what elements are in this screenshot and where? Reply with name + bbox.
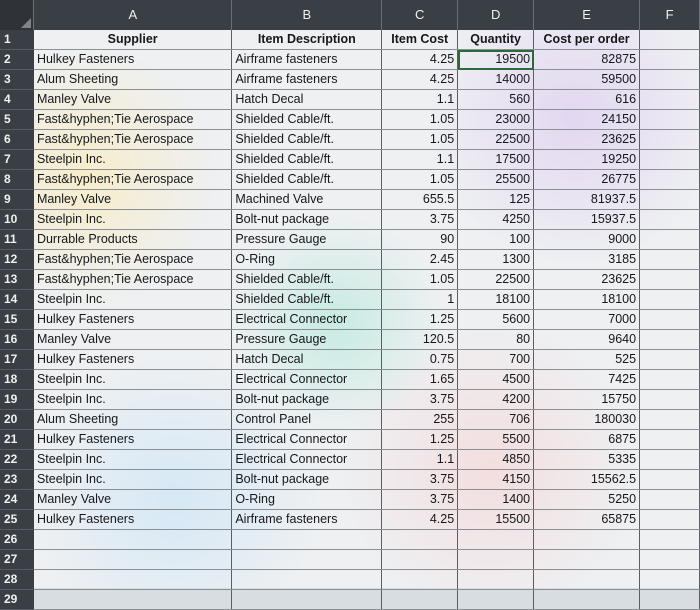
cell-quantity[interactable]: 5500: [458, 430, 534, 450]
cell-quantity[interactable]: 700: [458, 350, 534, 370]
cell-item-description[interactable]: Shielded Cable/ft.: [232, 110, 382, 130]
row-header[interactable]: 16: [0, 330, 34, 350]
cell-supplier[interactable]: Hulkey Fasteners: [34, 310, 232, 330]
row-header[interactable]: 10: [0, 210, 34, 230]
cell-cost-per-order[interactable]: 15937.5: [534, 210, 640, 230]
table-row: [0, 190, 700, 210]
row-header[interactable]: 26: [0, 530, 34, 550]
cell-cost-per-order[interactable]: 9000: [534, 230, 640, 250]
cell-f[interactable]: [640, 370, 700, 390]
cell-supplier[interactable]: Manley Valve: [34, 490, 232, 510]
cell-quantity[interactable]: [458, 550, 534, 570]
cell-f[interactable]: [640, 90, 700, 110]
cell-supplier[interactable]: [34, 550, 232, 570]
cell-supplier[interactable]: Alum Sheeting: [34, 410, 232, 430]
cell-cost-per-order[interactable]: 23625: [534, 270, 640, 290]
cell-item-description[interactable]: Electrical Connector: [232, 450, 382, 470]
cell-supplier[interactable]: Steelpin Inc.: [34, 210, 232, 230]
cell-supplier[interactable]: Hulkey Fasteners: [34, 50, 232, 70]
cell-cost-per-order[interactable]: 59500: [534, 70, 640, 90]
table-row: [0, 550, 700, 570]
row-header[interactable]: 15: [0, 310, 34, 330]
row-header[interactable]: 1: [0, 30, 34, 50]
row-header[interactable]: 28: [0, 570, 34, 590]
cell-quantity[interactable]: 4500: [458, 370, 534, 390]
cell-supplier[interactable]: [34, 590, 232, 610]
cell-cost-per-order[interactable]: [534, 570, 640, 590]
cell-cost-per-order[interactable]: 18100: [534, 290, 640, 310]
column-header-f[interactable]: F: [640, 0, 700, 30]
cell-cost-per-order[interactable]: [534, 590, 640, 610]
table-row: [0, 510, 700, 530]
cell-f[interactable]: [640, 170, 700, 190]
table-row: [0, 250, 700, 270]
cell-supplier[interactable]: Fast&hyphen;Tie Aerospace: [34, 250, 232, 270]
cell-item-description[interactable]: Hatch Decal: [232, 90, 382, 110]
cell-item-cost[interactable]: 1: [382, 290, 458, 310]
cell-f[interactable]: [640, 390, 700, 410]
table-row: [0, 210, 700, 230]
cell-f[interactable]: [640, 430, 700, 450]
cell-supplier[interactable]: Steelpin Inc.: [34, 290, 232, 310]
cell-quantity[interactable]: 14000: [458, 70, 534, 90]
cell-supplier[interactable]: Hulkey Fasteners: [34, 430, 232, 450]
cell-quantity[interactable]: 4850: [458, 450, 534, 470]
row-header[interactable]: 9: [0, 190, 34, 210]
cell-f[interactable]: [640, 490, 700, 510]
row-header[interactable]: 7: [0, 150, 34, 170]
cell-f[interactable]: [640, 470, 700, 490]
cell-item-cost[interactable]: 0.75: [382, 350, 458, 370]
cell-cost-per-order[interactable]: 26775: [534, 170, 640, 190]
column-header-a[interactable]: A: [34, 0, 232, 30]
cell-item-cost[interactable]: 1.1: [382, 450, 458, 470]
cell-item-cost[interactable]: 1.05: [382, 170, 458, 190]
cell-item-description[interactable]: Electrical Connector: [232, 310, 382, 330]
cell-cost-per-order[interactable]: 15562.5: [534, 470, 640, 490]
cell-item-cost[interactable]: 3.75: [382, 390, 458, 410]
cell-supplier[interactable]: Alum Sheeting: [34, 70, 232, 90]
cell-cost-per-order[interactable]: 15750: [534, 390, 640, 410]
row-header[interactable]: 24: [0, 490, 34, 510]
cell-quantity[interactable]: 4200: [458, 390, 534, 410]
row-header[interactable]: 6: [0, 130, 34, 150]
table-row: [0, 110, 700, 130]
cell-f[interactable]: [640, 530, 700, 550]
cell-item-cost[interactable]: 1.25: [382, 430, 458, 450]
cell-item-description[interactable]: Bolt-nut package: [232, 210, 382, 230]
cell-item-cost[interactable]: 1.25: [382, 310, 458, 330]
cell-supplier[interactable]: [34, 530, 232, 550]
row-header[interactable]: 13: [0, 270, 34, 290]
cell-f[interactable]: [640, 230, 700, 250]
cell-cost-per-order[interactable]: 23625: [534, 130, 640, 150]
column-header-d[interactable]: D: [458, 0, 534, 30]
table-row: [0, 570, 700, 590]
header-cell-supplier[interactable]: Supplier: [34, 30, 232, 50]
cell-quantity[interactable]: 100: [458, 230, 534, 250]
cell-cost-per-order[interactable]: 616: [534, 90, 640, 110]
cell-cost-per-order[interactable]: 5335: [534, 450, 640, 470]
row-header[interactable]: 12: [0, 250, 34, 270]
cell-item-description[interactable]: [232, 530, 382, 550]
cell-item-description[interactable]: O-Ring: [232, 490, 382, 510]
cell-f[interactable]: [640, 30, 700, 50]
cell-item-cost[interactable]: 1.1: [382, 90, 458, 110]
row-header[interactable]: 4: [0, 90, 34, 110]
cell-item-cost[interactable]: 655.5: [382, 190, 458, 210]
cell-item-cost[interactable]: 1.05: [382, 130, 458, 150]
cell-item-cost[interactable]: [382, 530, 458, 550]
cell-f[interactable]: [640, 310, 700, 330]
row-header[interactable]: 8: [0, 170, 34, 190]
header-cell-item-cost[interactable]: Item Cost: [382, 30, 458, 50]
table-row: [0, 430, 700, 450]
table-row: [0, 390, 700, 410]
cell-quantity[interactable]: 15500: [458, 510, 534, 530]
cell-cost-per-order[interactable]: 81937.5: [534, 190, 640, 210]
cell-item-cost[interactable]: 4.25: [382, 50, 458, 70]
row-header[interactable]: 21: [0, 430, 34, 450]
cell-cost-per-order[interactable]: [534, 530, 640, 550]
table-row: [0, 50, 700, 70]
cell-item-cost[interactable]: 3.75: [382, 490, 458, 510]
cell-supplier[interactable]: Steelpin Inc.: [34, 150, 232, 170]
cell-quantity[interactable]: 22500: [458, 130, 534, 150]
cell-quantity[interactable]: 4150: [458, 470, 534, 490]
cell-cost-per-order[interactable]: 180030: [534, 410, 640, 430]
cell-item-description[interactable]: Shielded Cable/ft.: [232, 270, 382, 290]
cell-f[interactable]: [640, 290, 700, 310]
cell-item-cost[interactable]: 3.75: [382, 210, 458, 230]
cell-item-cost[interactable]: 90: [382, 230, 458, 250]
cell-supplier[interactable]: Fast&hyphen;Tie Aerospace: [34, 110, 232, 130]
table-row: [0, 130, 700, 150]
table-row: [0, 530, 700, 550]
cell-item-description[interactable]: Control Panel: [232, 410, 382, 430]
cell-quantity[interactable]: 23000: [458, 110, 534, 130]
cell-cost-per-order[interactable]: 6875: [534, 430, 640, 450]
cell-item-description[interactable]: Airframe fasteners: [232, 510, 382, 530]
row-header[interactable]: 29: [0, 590, 34, 610]
cell-item-cost[interactable]: 1.1: [382, 150, 458, 170]
cell-quantity[interactable]: 706: [458, 410, 534, 430]
cell-cost-per-order[interactable]: 9640: [534, 330, 640, 350]
cell-supplier[interactable]: [34, 570, 232, 590]
cell-quantity[interactable]: 22500: [458, 270, 534, 290]
row-header[interactable]: 27: [0, 550, 34, 570]
cell-cost-per-order[interactable]: 65875: [534, 510, 640, 530]
cell-supplier[interactable]: Fast&hyphen;Tie Aerospace: [34, 170, 232, 190]
cell-item-description[interactable]: Machined Valve: [232, 190, 382, 210]
cell-item-cost[interactable]: 4.25: [382, 510, 458, 530]
cell-item-description[interactable]: Shielded Cable/ft.: [232, 290, 382, 310]
cell-quantity[interactable]: 18100: [458, 290, 534, 310]
cell-f[interactable]: [640, 270, 700, 290]
table-header-row: [0, 30, 700, 50]
cell-f[interactable]: [640, 190, 700, 210]
cell-supplier[interactable]: Steelpin Inc.: [34, 450, 232, 470]
table-row: [0, 350, 700, 370]
cell-supplier[interactable]: Manley Valve: [34, 330, 232, 350]
cell-item-cost[interactable]: 1.05: [382, 110, 458, 130]
cell-cost-per-order[interactable]: 82875: [534, 50, 640, 70]
cell-item-cost[interactable]: 1.65: [382, 370, 458, 390]
cell-quantity[interactable]: 1400: [458, 490, 534, 510]
cell-item-description[interactable]: Shielded Cable/ft.: [232, 130, 382, 150]
cell-supplier[interactable]: Steelpin Inc.: [34, 370, 232, 390]
table-row: [0, 490, 700, 510]
cell-f[interactable]: [640, 450, 700, 470]
header-cell-item-description[interactable]: Item Description: [232, 30, 382, 50]
cell-cost-per-order[interactable]: 7425: [534, 370, 640, 390]
cell-quantity[interactable]: 125: [458, 190, 534, 210]
cell-supplier[interactable]: Manley Valve: [34, 190, 232, 210]
cell-quantity[interactable]: 560: [458, 90, 534, 110]
header-cell-cost-per-order[interactable]: Cost per order: [534, 30, 640, 50]
cell-item-cost[interactable]: 255: [382, 410, 458, 430]
cell-item-cost[interactable]: 120.5: [382, 330, 458, 350]
cell-supplier[interactable]: Manley Valve: [34, 90, 232, 110]
cell-f[interactable]: [640, 150, 700, 170]
table-row: [0, 310, 700, 330]
row-header[interactable]: 2: [0, 50, 34, 70]
cell-f[interactable]: [640, 590, 700, 610]
cell-item-description[interactable]: Pressure Gauge: [232, 230, 382, 250]
cell-f[interactable]: [640, 50, 700, 70]
cell-item-description[interactable]: Electrical Connector: [232, 430, 382, 450]
cell-supplier[interactable]: Hulkey Fasteners: [34, 510, 232, 530]
cell-quantity[interactable]: 4250: [458, 210, 534, 230]
cell-supplier[interactable]: Fast&hyphen;Tie Aerospace: [34, 270, 232, 290]
cell-f[interactable]: [640, 130, 700, 150]
cell-cost-per-order[interactable]: 24150: [534, 110, 640, 130]
cell-item-description[interactable]: Shielded Cable/ft.: [232, 150, 382, 170]
cell-item-description[interactable]: [232, 550, 382, 570]
table-row: [0, 230, 700, 250]
cell-supplier[interactable]: Hulkey Fasteners: [34, 350, 232, 370]
table-row: [0, 150, 700, 170]
cell-cost-per-order[interactable]: 525: [534, 350, 640, 370]
column-header-e[interactable]: E: [534, 0, 640, 30]
table-row: [0, 170, 700, 190]
cell-item-description[interactable]: O-Ring: [232, 250, 382, 270]
cell-item-cost[interactable]: [382, 550, 458, 570]
cell-item-description[interactable]: Pressure Gauge: [232, 330, 382, 350]
cell-quantity[interactable]: [458, 530, 534, 550]
table-row: [0, 370, 700, 390]
cell-cost-per-order[interactable]: 5250: [534, 490, 640, 510]
cell-f[interactable]: [640, 550, 700, 570]
select-all-corner[interactable]: [0, 0, 34, 30]
cell-cost-per-order[interactable]: 3185: [534, 250, 640, 270]
table-row: [0, 470, 700, 490]
cell-f[interactable]: [640, 110, 700, 130]
cell-item-cost[interactable]: [382, 570, 458, 590]
cell-quantity[interactable]: 19500: [458, 50, 534, 70]
select-all-triangle-icon: [21, 18, 31, 28]
cell-quantity[interactable]: [458, 590, 534, 610]
row-header[interactable]: 20: [0, 410, 34, 430]
row-header[interactable]: 11: [0, 230, 34, 250]
row-header[interactable]: 23: [0, 470, 34, 490]
column-header-row: [0, 0, 700, 30]
cell-item-cost[interactable]: 2.45: [382, 250, 458, 270]
cell-f[interactable]: [640, 410, 700, 430]
cell-item-description[interactable]: Shielded Cable/ft.: [232, 170, 382, 190]
header-cell-quantity[interactable]: Quantity: [458, 30, 534, 50]
cell-item-description[interactable]: [232, 590, 382, 610]
table-row: [0, 290, 700, 310]
cell-f[interactable]: [640, 510, 700, 530]
cell-quantity[interactable]: [458, 570, 534, 590]
cell-f[interactable]: [640, 210, 700, 230]
table-row: [0, 330, 700, 350]
cell-item-cost[interactable]: [382, 590, 458, 610]
table-row: [0, 410, 700, 430]
row-header[interactable]: 19: [0, 390, 34, 410]
column-header-c[interactable]: C: [382, 0, 458, 30]
row-header[interactable]: 3: [0, 70, 34, 90]
table-row: [0, 450, 700, 470]
cell-cost-per-order[interactable]: 7000: [534, 310, 640, 330]
cell-item-cost[interactable]: 3.75: [382, 470, 458, 490]
row-header[interactable]: 5: [0, 110, 34, 130]
cell-item-cost[interactable]: 4.25: [382, 70, 458, 90]
row-header[interactable]: 18: [0, 370, 34, 390]
cell-quantity[interactable]: 25500: [458, 170, 534, 190]
cell-quantity[interactable]: 5600: [458, 310, 534, 330]
cell-item-description[interactable]: Airframe fasteners: [232, 50, 382, 70]
cell-quantity[interactable]: 17500: [458, 150, 534, 170]
row-header[interactable]: 22: [0, 450, 34, 470]
cell-quantity[interactable]: 1300: [458, 250, 534, 270]
cell-cost-per-order[interactable]: [534, 550, 640, 570]
cell-item-description[interactable]: Hatch Decal: [232, 350, 382, 370]
cell-item-cost[interactable]: 1.05: [382, 270, 458, 290]
cell-quantity[interactable]: 80: [458, 330, 534, 350]
cell-supplier[interactable]: Steelpin Inc.: [34, 390, 232, 410]
cell-supplier[interactable]: Durrable Products: [34, 230, 232, 250]
column-header-b[interactable]: B: [232, 0, 382, 30]
cell-item-description[interactable]: Bolt-nut package: [232, 470, 382, 490]
cell-f[interactable]: [640, 330, 700, 350]
cell-f[interactable]: [640, 570, 700, 590]
table-row: [0, 270, 700, 290]
cell-f[interactable]: [640, 70, 700, 90]
row-header[interactable]: 25: [0, 510, 34, 530]
cell-cost-per-order[interactable]: 19250: [534, 150, 640, 170]
table-row: [0, 590, 700, 610]
cell-supplier[interactable]: Fast&hyphen;Tie Aerospace: [34, 130, 232, 150]
row-header[interactable]: 14: [0, 290, 34, 310]
cell-item-description[interactable]: [232, 570, 382, 590]
cell-item-description[interactable]: Electrical Connector: [232, 370, 382, 390]
cell-f[interactable]: [640, 250, 700, 270]
table-row: [0, 90, 700, 110]
row-header[interactable]: 17: [0, 350, 34, 370]
cell-f[interactable]: [640, 350, 700, 370]
table-row: [0, 70, 700, 90]
cell-supplier[interactable]: Steelpin Inc.: [34, 470, 232, 490]
cell-item-description[interactable]: Airframe fasteners: [232, 70, 382, 90]
cell-item-description[interactable]: Bolt-nut package: [232, 390, 382, 410]
